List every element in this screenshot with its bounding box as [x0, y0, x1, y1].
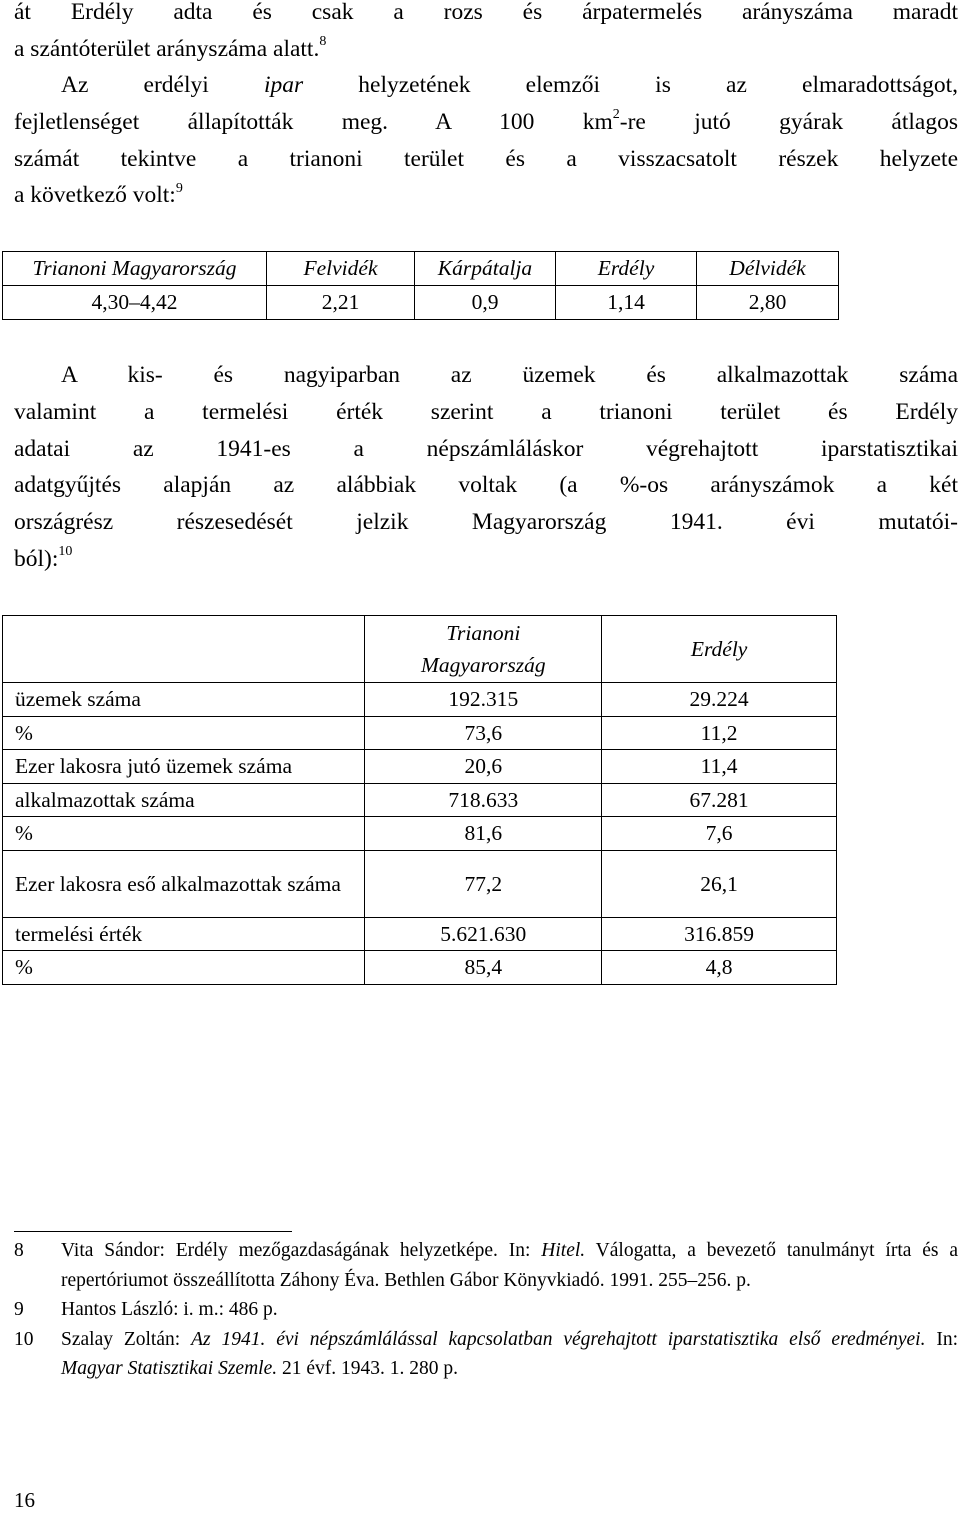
footnote-text: Vita Sándor: Erdély mezőgazdaságának helyzetképe. In: Hitel. Válogatta, a bevezető tanulmányt írta és a repertóriumot összeállította Záhony Éva. Bethlen Gábor Könyvkiadó. 1991. 255–256. p.	[61, 1240, 959, 1291]
footnote-9	[14, 1295, 958, 1325]
table-row	[3, 951, 837, 985]
table-header-cell: Erdély	[556, 252, 697, 286]
table-cell-trianon: 5.621.630	[365, 917, 602, 951]
paragraph-2	[14, 67, 958, 214]
table-row	[3, 917, 837, 951]
table-header-cell: Trianoni Magyarország	[365, 616, 602, 683]
table-cell-erdely: 11,2	[602, 716, 837, 750]
table-header-cell: Délvidék	[697, 252, 839, 286]
paragraph-3	[14, 357, 958, 578]
table-row	[3, 750, 837, 784]
footnote-separator	[14, 1231, 292, 1232]
table-cell-trianon: 73,6	[365, 716, 602, 750]
table-cell-erdely: 26,1	[602, 850, 837, 917]
footnote-ref-9: 9	[175, 180, 183, 196]
table-cell: 2,80	[697, 286, 839, 320]
table-cell-erdely: 4,8	[602, 951, 837, 985]
table-cell-trianon: 81,6	[365, 817, 602, 851]
footnotes	[14, 1236, 958, 1384]
footnote-10	[14, 1325, 958, 1384]
table-row	[3, 817, 837, 851]
paragraph-3-line-4: adatgyűjtés alapján az alábbiak voltak (a %-os arányszámok a két	[14, 472, 958, 499]
table-cell-erdely: 316.859	[602, 917, 837, 951]
footnote-number: 10	[14, 1328, 34, 1350]
paragraph-2-line-4: a következő volt:$^9$	[14, 180, 183, 209]
table-header-cell: Felvidék	[267, 252, 415, 286]
paragraph-3-line-5: országrész részesedését jelzik Magyarország 1941. évi mutatói-	[14, 509, 958, 536]
table-header-cell: Kárpátalja	[415, 252, 556, 286]
table-cell: 4,30–4,42	[3, 286, 267, 320]
table-cell: 1,14	[556, 286, 697, 320]
table-row-label: alkalmazottak száma	[3, 783, 365, 817]
table-cell-trianon: 718.633	[365, 783, 602, 817]
table-cell-trianon: 77,2	[365, 850, 602, 917]
paragraph-3-line-1: A kis- és nagyiparban az üzemek és alkalmazottak száma	[61, 362, 958, 388]
footnote-number: 9	[14, 1299, 24, 1320]
table-row-label: %	[3, 817, 365, 851]
footnote-8	[14, 1236, 958, 1295]
table-row-label: termelési érték	[3, 917, 365, 951]
page-number: 16	[14, 1488, 35, 1512]
footnote-text: Hantos László: i. m.: 486 p.	[61, 1299, 278, 1320]
table-header-cell: Trianoni Magyarország	[3, 252, 267, 286]
footnote-number: 8	[14, 1240, 24, 1261]
paragraph-3-line-2: valamint a termelési érték szerint a trianoni terület és Erdély	[14, 398, 958, 425]
table-header-cell	[3, 616, 365, 683]
table-header-cell: Erdély	[602, 616, 837, 683]
table-header-row	[3, 252, 839, 286]
footnote-text: Szalay Zoltán: Az 1941. évi népszámlálással kapcsolatban végrehajtott iparstatisztika első eredményei. In: Magyar Statisztikai Szemle. 21 évf. 1943. 1. 280 p.	[61, 1328, 958, 1379]
footnote-ref-10: 10	[58, 544, 73, 560]
table-cell: 0,9	[415, 286, 556, 320]
table-cell-erdely: 29.224	[602, 683, 837, 717]
table-row-label: %	[3, 716, 365, 750]
table-cell-trianon: 192.315	[365, 683, 602, 717]
table-row-label: %	[3, 951, 365, 985]
factory-density-table	[2, 251, 839, 320]
footnote-ref-8: 8	[319, 33, 327, 49]
table-row-label: Ezer lakosra eső alkalmazottak száma	[3, 850, 365, 917]
paragraph-1	[14, 0, 958, 68]
table-cell-erdely: 67.281	[602, 783, 837, 817]
paragraph-3-line-6: ból):$^{10}$	[14, 544, 73, 572]
table-row	[3, 716, 837, 750]
paragraph-1-line-1: át Erdély adta és csak a rozs és árpatermelés arányszáma maradt	[14, 0, 958, 25]
table-row-label: Ezer lakosra jutó üzemek száma	[3, 750, 365, 784]
table-row	[3, 850, 837, 917]
paragraph-2-line-3: számát tekintve a trianoni terület és a visszacsatolt részek helyzete	[14, 145, 958, 172]
table-cell-erdely: 7,6	[602, 817, 837, 851]
table-row-label: üzemek száma	[3, 683, 365, 717]
table-cell-trianon: 85,4	[365, 951, 602, 985]
table-header-row	[3, 616, 837, 683]
paragraph-1-line-2: a szántóterület arányszáma alatt.$^8$	[14, 33, 327, 62]
table-cell: 2,21	[267, 286, 415, 320]
industry-statistics-table	[2, 615, 837, 985]
table-cell-trianon: 20,6	[365, 750, 602, 784]
paragraph-2-line-2: fejletlenséget állapították meg. A 100 $km^2-re$ jutó gyárak átlagos	[14, 106, 958, 135]
table-row	[3, 286, 839, 320]
table-cell-erdely: 11,4	[602, 750, 837, 784]
table-row	[3, 783, 837, 817]
paragraph-2-line-1: Az erdélyi ipar helyzetének elemzői is az elmaradottságot,	[61, 72, 958, 98]
paragraph-3-line-3: adatai az 1941-es a népszámláláskor végrehajtott iparstatisztikai	[14, 435, 958, 462]
table-row	[3, 683, 837, 717]
